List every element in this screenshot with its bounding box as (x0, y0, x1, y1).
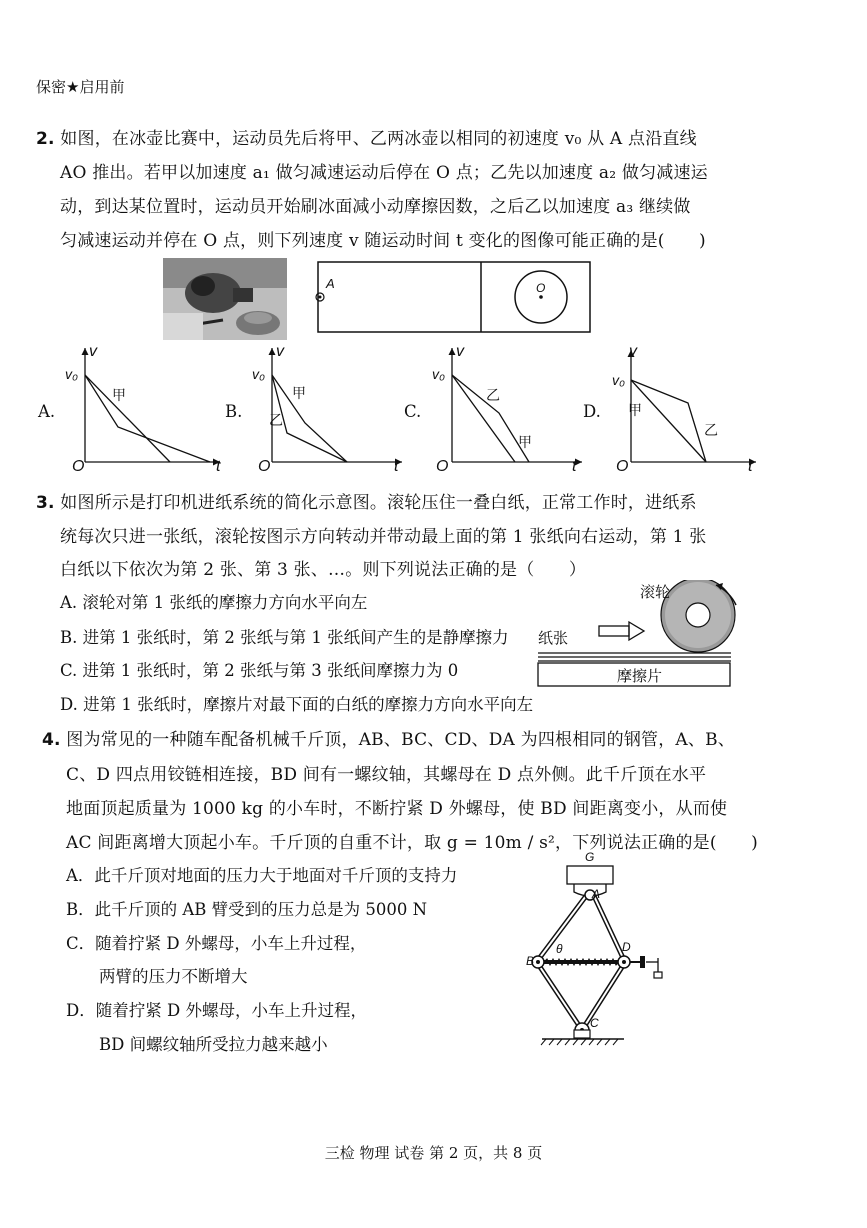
question-number: 2. (36, 129, 55, 149)
question-number: 4. (42, 730, 61, 750)
curve-label-yi: 乙 (486, 387, 500, 403)
question-text-line: 地面顶起质量为 1000 kg 的小车时，不断拧紧 D 外螺母，使 BD 间距离变小，从而使 (66, 799, 728, 819)
question-text-line: 图为常见的一种随车配备机械千斤顶，AB、BC、CD、DA 为四根相同的钢管，A、B、 (66, 730, 735, 750)
question-text-line: 统每次只进一张纸，滚轮按图示方向转动并带动最上面的第 1 张纸向右运动，第 1 张 (60, 527, 707, 547)
axis-v-label: v (89, 343, 97, 360)
jack-label-d: D (622, 940, 631, 954)
jack-label-b: B (526, 954, 535, 968)
option-letter: C. (404, 402, 422, 421)
option-a: A. 滚轮对第 1 张纸的摩擦力方向水平向左 (60, 593, 368, 612)
question-text-line: AO 推出。若甲以加速度 a₁ 做匀减速运动后停在 O 点；乙先以加速度 a₂ 做匀减速运 (60, 163, 708, 183)
origin-label: O (436, 458, 449, 475)
origin-label: O (258, 458, 271, 475)
option-b: B. 进第 1 张纸时，第 2 张纸与第 1 张纸间产生的是静摩擦力 (60, 628, 509, 647)
curve-label-yi: 乙 (269, 412, 283, 428)
question-text-line: 白纸以下依次为第 2 张、第 3 张、…。则下列说法正确的是（ ） (60, 560, 587, 580)
page-footer: 三检 物理 试卷 第 2 页，共 8 页 (324, 1144, 543, 1162)
option-a: A．此千斤顶对地面的压力大于地面对千斤顶的支持力 (66, 866, 458, 885)
question-text-line: 如图所示是打印机进纸系统的简化示意图。滚轮压住一叠白纸，正常工作时，进纸系 (60, 493, 697, 513)
point-o-label: O (536, 281, 546, 295)
axis-t-label: t (394, 458, 399, 475)
vt-graph-c (427, 340, 592, 475)
curve-label-jia: 甲 (292, 385, 306, 401)
question-number: 3. (36, 493, 55, 513)
curve-label-jia: 甲 (628, 402, 642, 418)
jack-label-theta: θ (556, 942, 563, 956)
jack-label-c: C (590, 1016, 599, 1030)
paper-label: 纸张 (538, 630, 569, 647)
option-letter: A. (38, 402, 56, 421)
confidential-header: 保密★启用前 (36, 78, 125, 96)
option-letter: B. (225, 402, 243, 421)
jack-label-g: G (585, 850, 595, 864)
roller-label: 滚轮 (640, 584, 671, 601)
curling-sheet-diagram (305, 258, 595, 338)
option-c-continued: 两臂的压力不断增大 (99, 967, 248, 986)
axis-v0-label: v₀ (65, 366, 78, 382)
option-letter: D. (583, 402, 601, 421)
axis-v0-label: v₀ (612, 372, 625, 388)
option-d: D．随着拧紧 D 外螺母，小车上升过程， (66, 1001, 367, 1020)
vt-graph-a (60, 340, 230, 475)
curve-label-yi: 乙 (704, 422, 718, 438)
friction-pad-label: 摩擦片 (617, 668, 663, 685)
question-text-line: C、D 四点用铰链相连接，BD 间有一螺纹轴，其螺母在 D 点外侧。此千斤顶在水平 (66, 765, 707, 785)
curling-photo (163, 258, 287, 340)
point-a-label: A (326, 276, 335, 291)
option-d: D. 进第 1 张纸时，摩擦片对最下面的白纸的摩擦力方向水平向左 (60, 695, 534, 714)
axis-v-label: v (456, 343, 464, 360)
origin-label: O (616, 458, 629, 475)
axis-t-label: t (572, 458, 577, 475)
axis-v-label: v (276, 343, 284, 360)
axis-v-label: v (629, 343, 637, 360)
jack-label-a: A (592, 887, 601, 901)
question-text-line: 动，到达某位置时，运动员开始刷冰面减小动摩擦因数，之后乙以加速度 a₃ 继续做 (60, 197, 691, 217)
option-c: C. 进第 1 张纸时，第 2 张纸与第 3 张纸间摩擦力为 0 (60, 661, 459, 680)
axis-t-label: t (216, 458, 221, 475)
question-text-line: 如图，在冰壶比赛中，运动员先后将甲、乙两冰壶以相同的初速度 v₀ 从 A 点沿直线 (60, 129, 697, 149)
question-text-line: 匀减速运动并停在 O 点，则下列速度 v 随运动时间 t 变化的图像可能正确的是( ) (60, 231, 706, 251)
option-d-continued: BD 间螺纹轴所受拉力越来越小 (99, 1035, 328, 1054)
option-c: C．随着拧紧 D 外螺母，小车上升过程， (66, 934, 367, 953)
origin-label: O (72, 458, 85, 475)
vt-graph-b (247, 340, 412, 475)
curve-label-jia: 甲 (112, 387, 126, 403)
option-b: B．此千斤顶的 AB 臂受到的压力总是为 5000 N (66, 900, 428, 919)
question-text-line: AC 间距离增大顶起小车。千斤顶的自重不计，取 g = 10m / s²，下列说法正确的是( ) (66, 833, 758, 853)
axis-t-label: t (748, 458, 753, 475)
curve-label-jia: 甲 (518, 434, 532, 450)
axis-v0-label: v₀ (432, 366, 445, 382)
axis-v0-label: v₀ (252, 366, 265, 382)
